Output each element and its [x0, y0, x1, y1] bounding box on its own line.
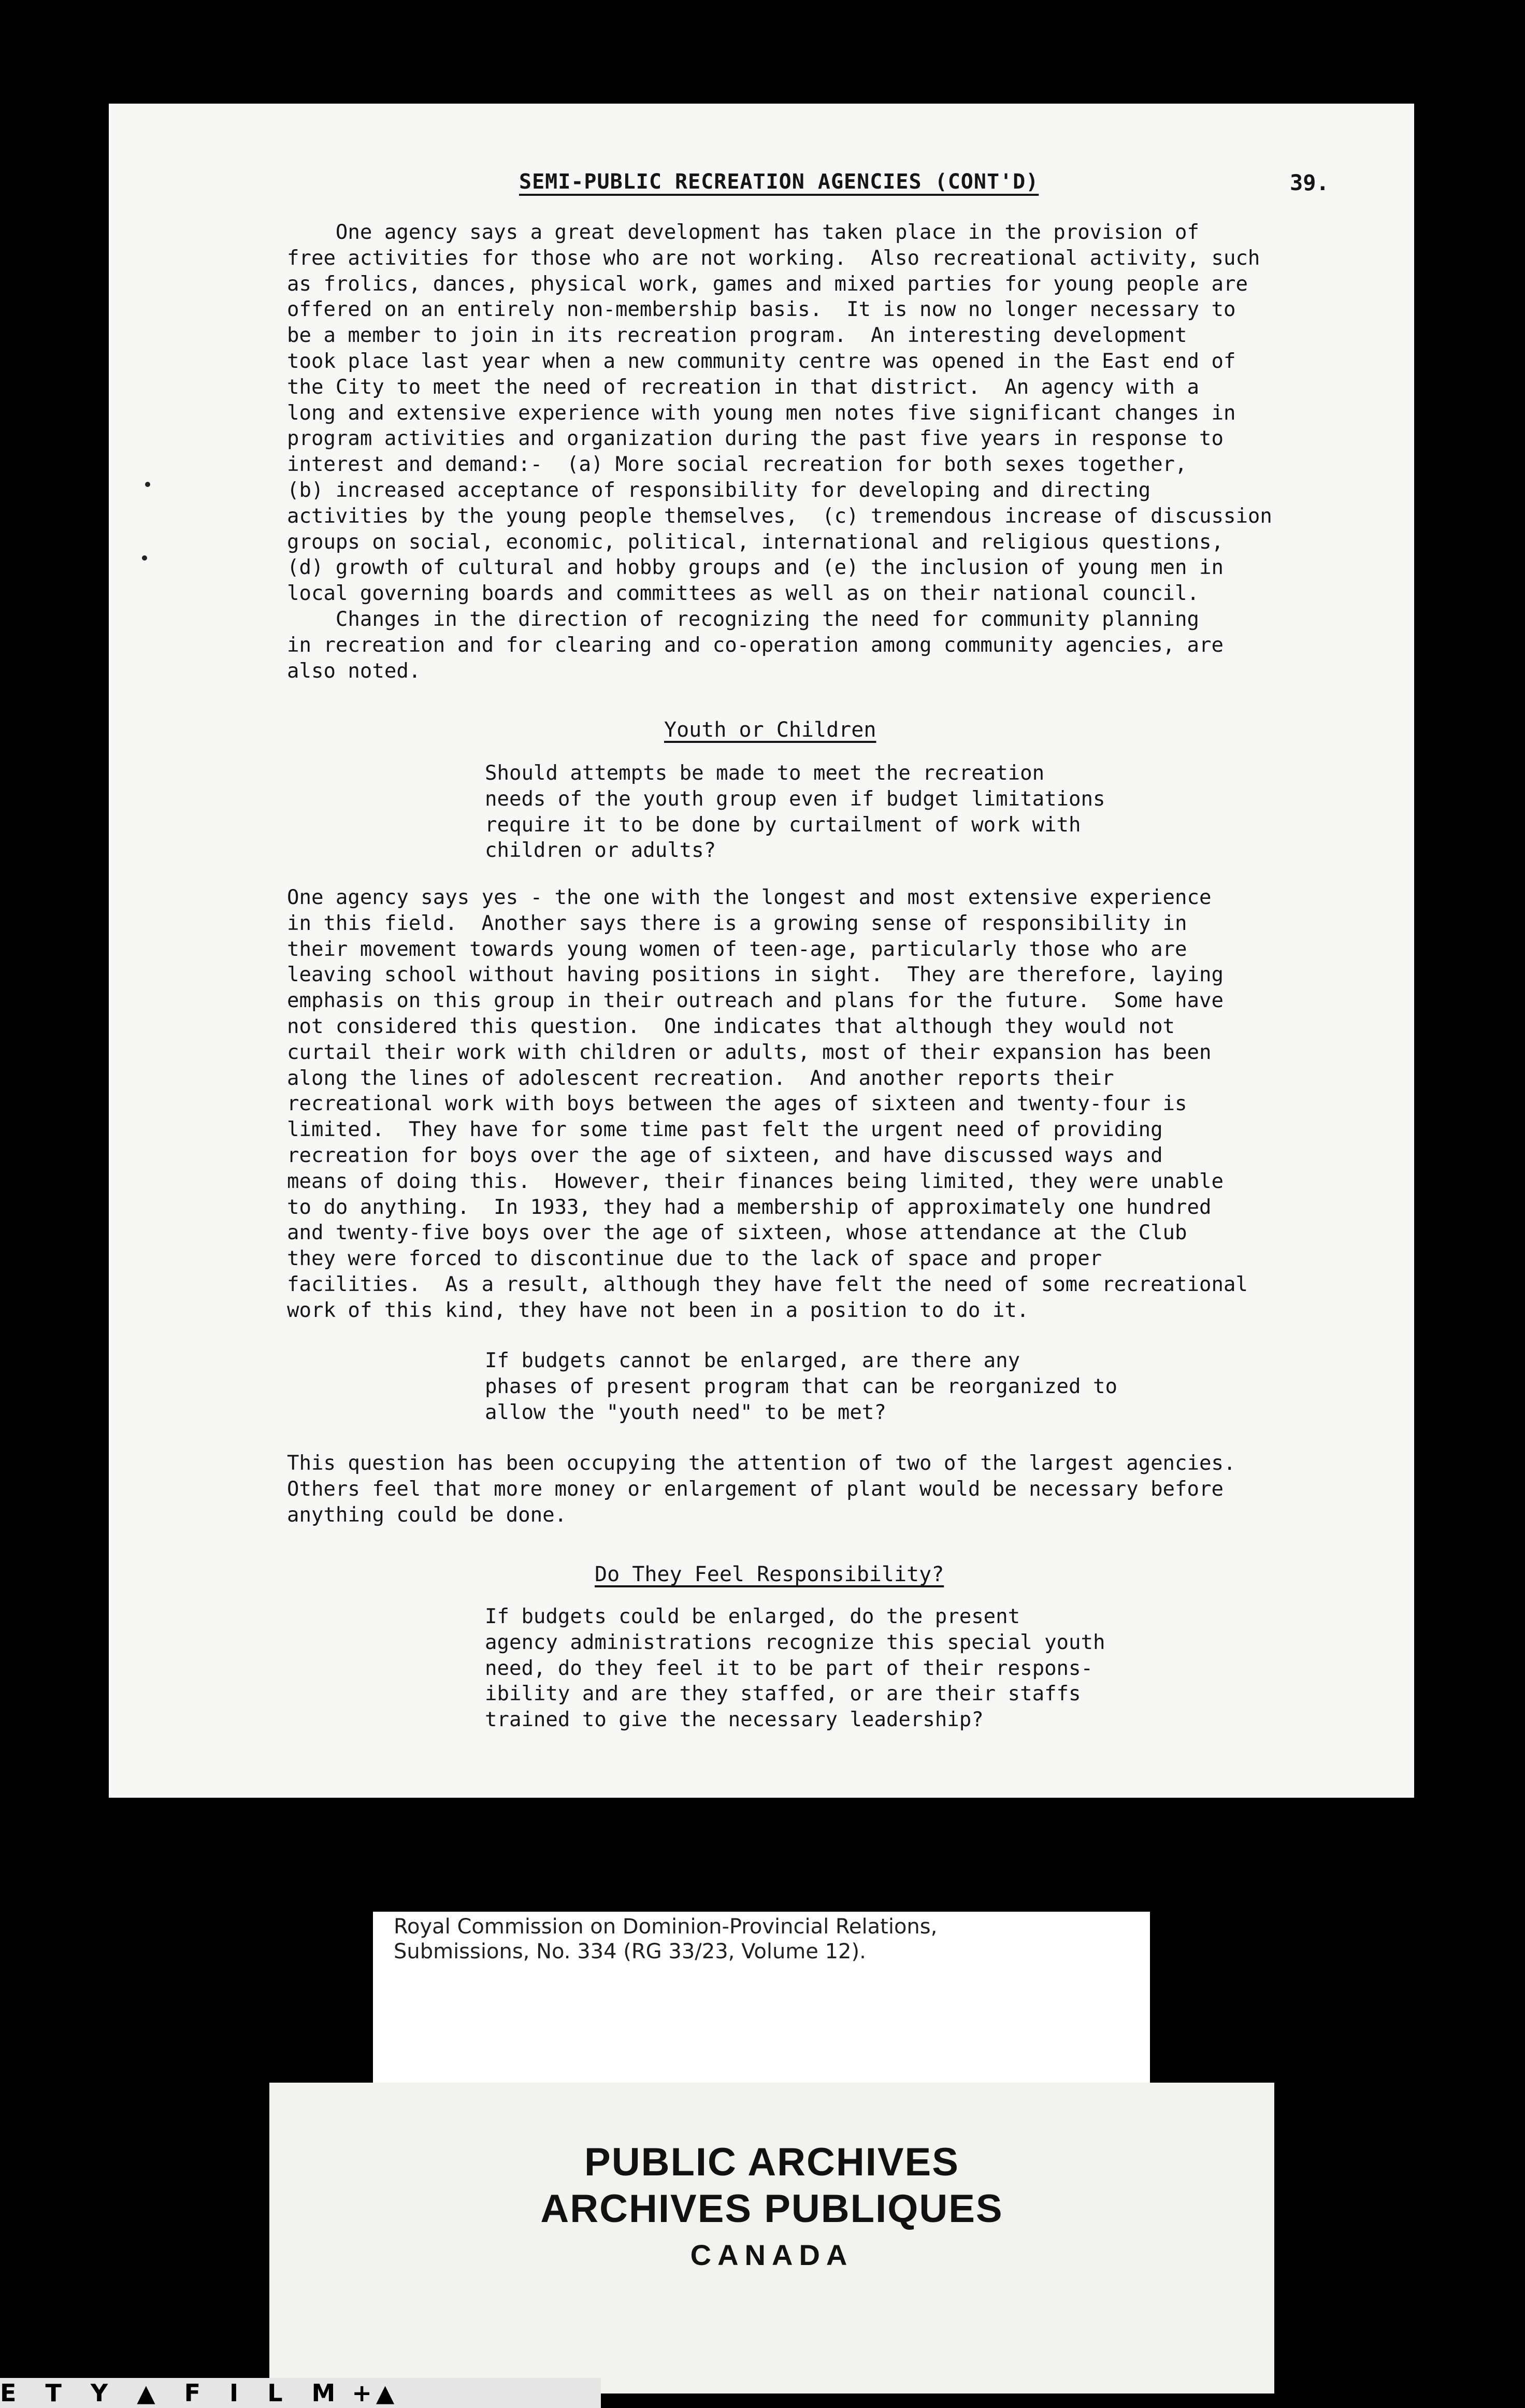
section-heading-youth: Youth or Children: [664, 718, 876, 742]
question-reorganize: If budgets cannot be enlarged, are there any phases of present program that can be reorganized to allow the "youth need" to be met?: [485, 1349, 1117, 1424]
answer-youth: One agency says yes - the one with the longest and most extensive experience in this field. Another says there is a growing sense of responsibility in their movement towards young women of teen-age, particularly those who are leaving school without having positions in sight. They are therefore, laying emphasis on this group in their outreach and plans for the future. Some have not considered this question. One indicates that although they would not curtail their work with children or adults, most of their expansion has been along the lines of adolescent recreation. And another reports their recreational work with boys between the ages of sixteen and twenty-four is limited. They have for some time past felt the urgent need of providing recreation for boys over the age of sixteen, and have discussed ways and means of doing this. However, their finances being limited, they were unable to do anything. In 1933, they had a membership of approximately one hundred and twenty-five boys over the age of sixteen, whose attendance at the Club they were forced to discontinue due to the lack of space and proper facilities. As a result, although they have felt the need of some recreational work of this kind, they have not been in a position to do it.: [287, 886, 1248, 1322]
answer-reorganize: This question has been occupying the attention of two of the largest agencies. Others feel that more money or enlargement of plant would be necessary before anything could be done.: [287, 1452, 1236, 1527]
margin-dot: [145, 482, 150, 487]
archive-label: [373, 1912, 1150, 2093]
archives-card-country: CANADA: [690, 2239, 854, 2271]
archive-label-line: Royal Commission on Dominion-Provincial Relations,: [394, 1915, 938, 1939]
film-edge-strip: E T Y ▲ F I L M +▲: [0, 2378, 601, 2408]
document-page: [109, 104, 1414, 1798]
question-youth: Should attempts be made to meet the recreation needs of the youth group even if budget limitations require it to be done by curtailment of work with children or adults?: [485, 762, 1105, 863]
section-heading-responsibility: Do They Feel Responsibility?: [595, 1563, 944, 1586]
archive-label-line: Submissions, No. 334 (RG 33/23, Volume 12).: [394, 1940, 866, 1963]
running-head: SEMI-PUBLIC RECREATION AGENCIES (CONT'D): [519, 170, 1039, 194]
archives-stamp-card: [269, 2083, 1274, 2393]
margin-dot: [142, 555, 147, 561]
page-number: 39.: [1290, 170, 1329, 195]
archives-card-line: PUBLIC ARCHIVES: [584, 2140, 959, 2184]
archives-card-line: ARCHIVES PUBLIQUES: [540, 2187, 1003, 2231]
intro-paragraph: One agency says a great development has taken place in the provision of free activities for those who are not working. Also recreational activity, such as frolics, dances, physical work, games and mixed parties for young people are offered on an entirely non-membership basis. It is now no longer necessary to be a member to join in its recreation program. An interesting development took place last year when a new community centre was opened in the East end of the City to meet the need of recreation in that district. An agency with a long and extensive experience with young men notes five significant changes in program activities and organization during the past five years in response to interest and demand:- (a) More social recreation for both sexes together, (b) increased acceptance of responsibility for developing and directing activities by the young people themselves, (c) tremendous increase of discussion groups on social, economic, political, international and religious questions, (d) growth of cultural and hobby groups and (e) the inclusion of young men in local governing boards and committees as well as on their national council. Changes in the direction of recognizing the need for community planning in recreation and for clearing and co-operation among community agencies, are also noted.: [287, 221, 1272, 683]
question-responsibility: If budgets could be enlarged, do the present agency administrations recognize this special youth need, do they feel it to be part of their respons- ibility and are they staffed, or are their staffs trained to give the necessary leadership?: [485, 1605, 1105, 1732]
page-header: [109, 170, 1414, 206]
